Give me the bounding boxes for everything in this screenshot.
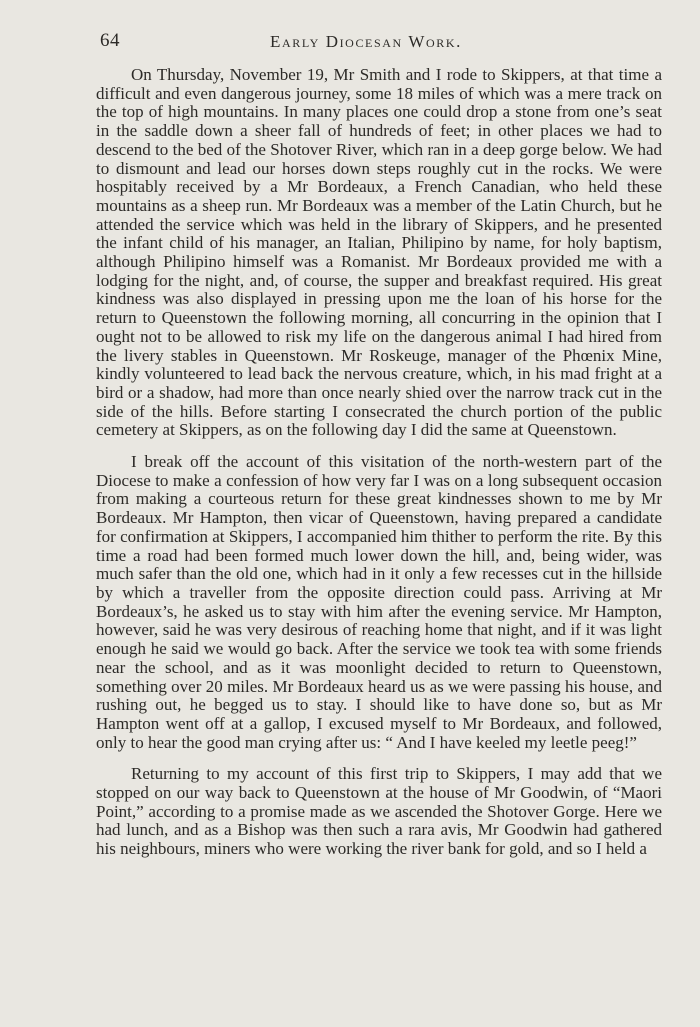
paragraph-maori-point: Returning to my account of this first trip to Skippers, I may add that we stopped on our way back to Queenstown at the house of Mr Goodwin, of “Maori Point,” according to a promise made as we ascended the Shotover Gorge. Here we had lunch, and as a Bishop was then such a rara avis, Mr Goodwin had gathered his neighbours, miners who were working the river bank for gold, and so I held a [96,764,662,859]
paragraph-skippers-journey: On Thursday, November 19, Mr Smith and I rode to Skippers, at that time a difficult and even dangerous journey, some 18 miles of which was a mere track on the top of high mountains. In many places one could drop a stone from one’s seat in the saddle down a sheer fall of hundreds of feet; in other places we had to descend to the bed of the Shotover River, which ran in a deep gorge below. We had to dismount and lead our horses down steps roughly cut in the rocks. We were hospitably received by a Mr Bordeaux, a French Canadian, who held these mountains as a sheep run. Mr Bordeaux was a member of the Latin Church, but he attended the service which was held in the library of Skippers, and he presented the infant child of his manager, an Italian, Philipino by name, for holy baptism, although Philipino himself was a Romanist. Mr Bordeaux provided me with a lodging for the night, and, of course, the supper and breakfast required. His great kindness was also displayed in pressing upon me the loan of his horse for the return to Queenstown the following morning, all concurring in the opinion that I ought not to be allowed to risk my life on the dangerous animal I had hired from the livery stables in Queenstown. Mr Roskeuge, manager of the Phœnix Mine, kindly volunteered to lead back the nervous creature, which, in his mad fright at a bird or a shadow, had more than once nearly shied over the narrow track cut in the side of the hills. Before starting I consecrated the church portion of the public cemetery at Skippers, as on the following day I did the same at Queenstown. [96,65,662,440]
running-head [96,30,662,54]
body-text [96,66,662,872]
page-number: 64 [100,30,120,51]
paragraph-bordeaux-confession: I break off the account of this visitation of the north-western part of the Diocese to make a confession of how very far I was on a long subsequent occasion from making a courteous return for these great kindnesses shown to me by Mr Bordeaux. Mr Hampton, then vicar of Queenstown, having prepared a candidate for confirmation at Skippers, I accompanied him thither to perform the rite. By this time a road had been formed much lower down the hill, and, being wider, was much safer than the old one, which had in it only a few recesses cut in the hillside by which a traveller from the opposite direction could pass. Arriving at Mr Bordeaux’s, he asked us to stay with him after the evening service. Mr Hampton, however, said he was very desirous of reaching home that night, and if it was light enough he said we would go back. After the service we took tea with some friends near the school, and as it was moonlight decided to return to Queenstown, something over 20 miles. Mr Bordeaux heard us as we were passing his house, and rushing out, he begged us to stay. I should like to have done so, but as Mr Hampton went off at a gallop, I excused myself to Mr Bordeaux, and followed, only to hear the good man crying after us: “ And I have keeled my leetle peeg!” [96,452,662,752]
running-title: Early Diocesan Work. [270,32,462,51]
